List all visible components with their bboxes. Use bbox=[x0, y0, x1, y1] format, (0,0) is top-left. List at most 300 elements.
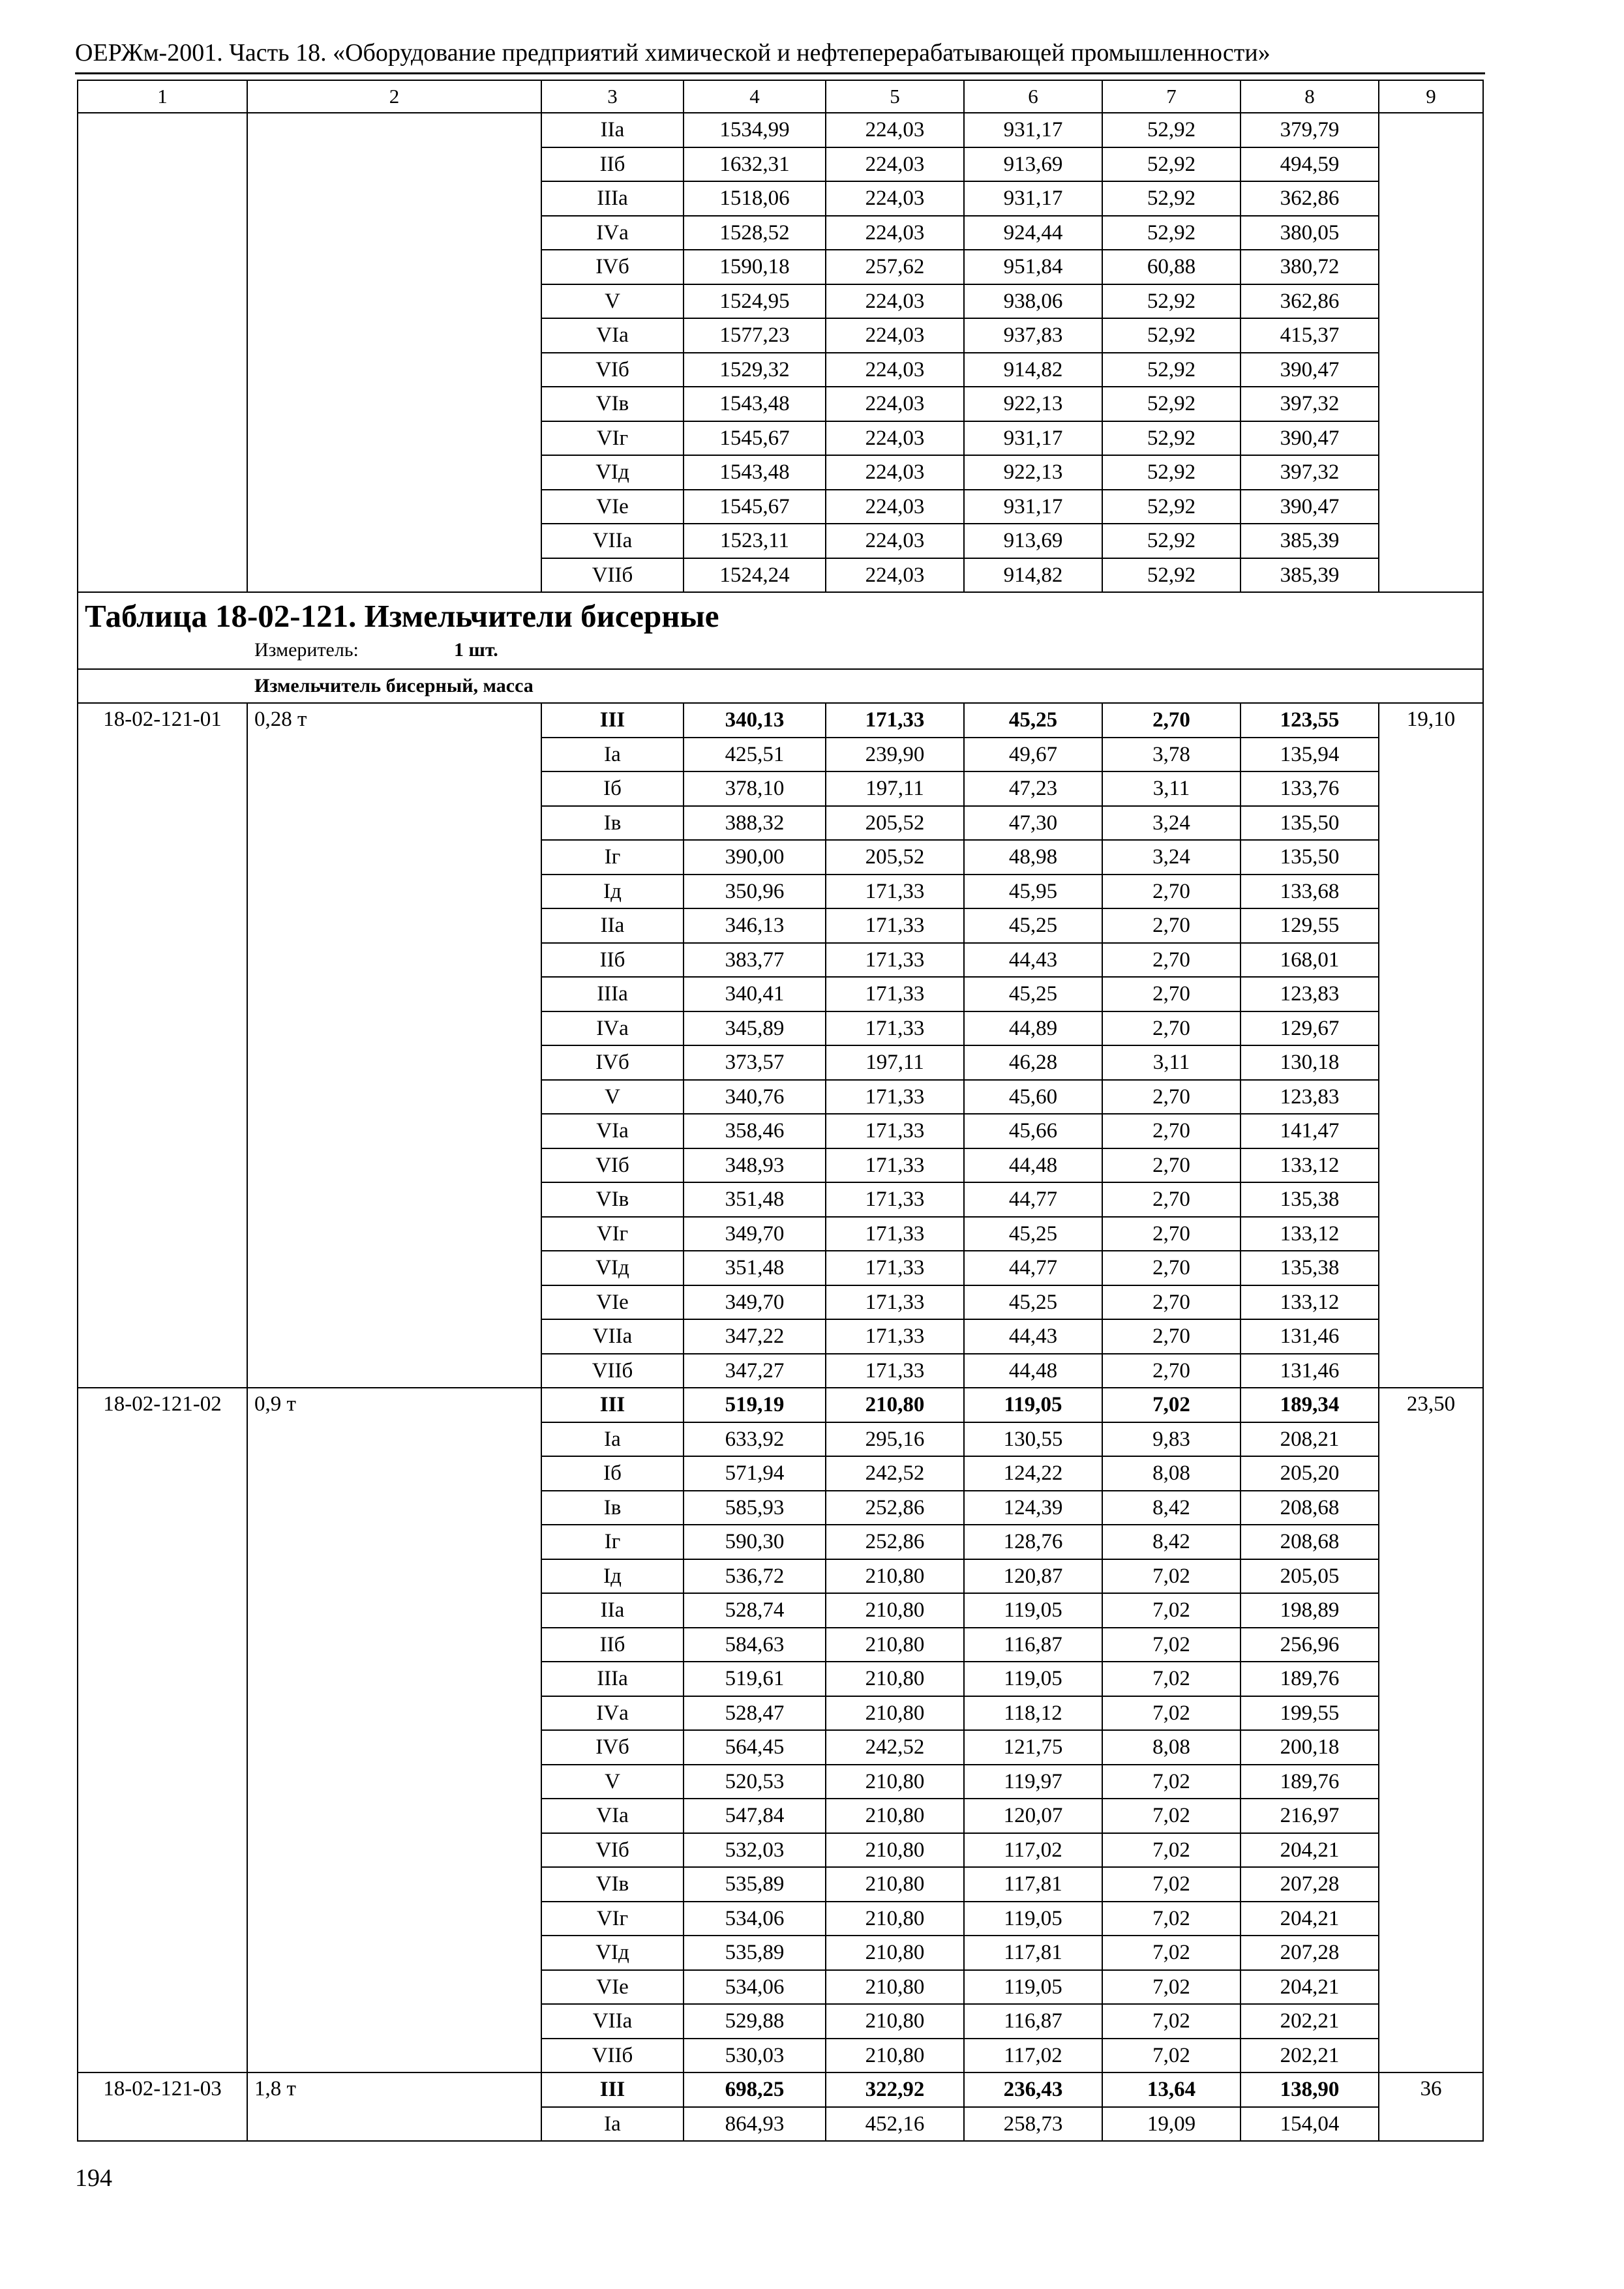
value-cell-c8: 133,76 bbox=[1241, 771, 1379, 806]
value-cell-c8: 133,12 bbox=[1241, 1148, 1379, 1183]
table-row bbox=[78, 113, 1483, 147]
value-cell-c5: 224,03 bbox=[826, 558, 964, 593]
level-cell: V bbox=[541, 1765, 684, 1799]
level-cell: IIб bbox=[541, 147, 684, 182]
value-cell-c5: 224,03 bbox=[826, 181, 964, 216]
value-cell-c7: 2,70 bbox=[1102, 1114, 1241, 1148]
value-cell-c4: 535,89 bbox=[684, 1936, 826, 1970]
value-cell-c8: 204,21 bbox=[1241, 1902, 1379, 1936]
value-cell-c5: 210,80 bbox=[826, 1833, 964, 1868]
value-cell-c5: 224,03 bbox=[826, 284, 964, 319]
value-cell-c5: 210,80 bbox=[826, 2039, 964, 2073]
value-cell-c4: 534,06 bbox=[684, 1902, 826, 1936]
value-cell-c7: 52,92 bbox=[1102, 147, 1241, 182]
value-cell-c8: 385,39 bbox=[1241, 558, 1379, 593]
value-cell-c8: 380,72 bbox=[1241, 250, 1379, 284]
value-cell-c4: 347,22 bbox=[684, 1319, 826, 1354]
level-cell: Iа bbox=[541, 1422, 684, 1457]
value-cell-c5: 295,16 bbox=[826, 1422, 964, 1457]
level-cell: VIг bbox=[541, 1902, 684, 1936]
level-cell: V bbox=[541, 1080, 684, 1115]
norm-cell: 23,50 bbox=[1379, 1388, 1483, 2072]
value-cell-c8: 202,21 bbox=[1241, 2004, 1379, 2039]
value-cell-c5: 210,80 bbox=[826, 1902, 964, 1936]
value-cell-c4: 547,84 bbox=[684, 1799, 826, 1833]
table-body bbox=[78, 80, 1483, 2141]
value-cell-c6: 116,87 bbox=[964, 2004, 1102, 2039]
value-cell-c7: 2,70 bbox=[1102, 1354, 1241, 1388]
value-cell-c5: 452,16 bbox=[826, 2107, 964, 2142]
value-cell-c5: 171,33 bbox=[826, 1182, 964, 1217]
value-cell-c5: 171,33 bbox=[826, 1319, 964, 1354]
value-cell-c7: 2,70 bbox=[1102, 1217, 1241, 1251]
value-cell-c6: 124,39 bbox=[964, 1491, 1102, 1525]
value-cell-c8: 129,67 bbox=[1241, 1011, 1379, 1046]
value-cell-c6: 938,06 bbox=[964, 284, 1102, 319]
code-cell: 18-02-121-02 bbox=[78, 1388, 247, 2072]
table-row bbox=[78, 703, 1483, 738]
value-cell-c7: 8,42 bbox=[1102, 1525, 1241, 1559]
value-cell-c5: 224,03 bbox=[826, 387, 964, 421]
value-cell-c6: 47,30 bbox=[964, 806, 1102, 841]
level-cell: VIв bbox=[541, 387, 684, 421]
value-cell-c6: 44,48 bbox=[964, 1148, 1102, 1183]
value-cell-c8: 135,94 bbox=[1241, 738, 1379, 772]
value-cell-c4: 358,46 bbox=[684, 1114, 826, 1148]
value-cell-c8: 397,32 bbox=[1241, 387, 1379, 421]
value-cell-c6: 913,69 bbox=[964, 147, 1102, 182]
value-cell-c6: 44,48 bbox=[964, 1354, 1102, 1388]
value-cell-c7: 52,92 bbox=[1102, 558, 1241, 593]
norm-cell: 36 bbox=[1379, 2072, 1483, 2141]
value-cell-c5: 210,80 bbox=[826, 1936, 964, 1970]
value-cell-c6: 45,25 bbox=[964, 1285, 1102, 1320]
level-cell: IVа bbox=[541, 1696, 684, 1731]
value-cell-c6: 119,05 bbox=[964, 1662, 1102, 1696]
level-cell: VIа bbox=[541, 1114, 684, 1148]
value-cell-c6: 45,25 bbox=[964, 908, 1102, 943]
value-cell-c7: 13,64 bbox=[1102, 2072, 1241, 2107]
name-cell: 0,28 т bbox=[247, 703, 541, 1388]
table-row bbox=[78, 1388, 1483, 1422]
column-number-row bbox=[78, 80, 1483, 113]
value-cell-c6: 117,81 bbox=[964, 1936, 1102, 1970]
level-cell: Iа bbox=[541, 2107, 684, 2142]
value-cell-c5: 171,33 bbox=[826, 1011, 964, 1046]
value-cell-c5: 210,80 bbox=[826, 1867, 964, 1902]
level-cell: VIд bbox=[541, 455, 684, 490]
value-cell-c5: 252,86 bbox=[826, 1491, 964, 1525]
value-cell-c7: 52,92 bbox=[1102, 353, 1241, 387]
value-cell-c6: 49,67 bbox=[964, 738, 1102, 772]
value-cell-c8: 494,59 bbox=[1241, 147, 1379, 182]
level-cell: VIе bbox=[541, 490, 684, 524]
value-cell-c5: 205,52 bbox=[826, 806, 964, 841]
value-cell-c4: 349,70 bbox=[684, 1285, 826, 1320]
value-cell-c8: 204,21 bbox=[1241, 1833, 1379, 1868]
value-cell-c8: 390,47 bbox=[1241, 490, 1379, 524]
value-cell-c7: 52,92 bbox=[1102, 490, 1241, 524]
value-cell-c8: 208,21 bbox=[1241, 1422, 1379, 1457]
value-cell-c7: 52,92 bbox=[1102, 524, 1241, 558]
value-cell-c7: 2,70 bbox=[1102, 908, 1241, 943]
value-cell-c4: 590,30 bbox=[684, 1525, 826, 1559]
value-cell-c5: 171,33 bbox=[826, 943, 964, 978]
value-cell-c7: 3,11 bbox=[1102, 771, 1241, 806]
value-cell-c6: 44,77 bbox=[964, 1182, 1102, 1217]
value-cell-c4: 584,63 bbox=[684, 1628, 826, 1662]
value-cell-c6: 117,02 bbox=[964, 2039, 1102, 2073]
level-cell: Iб bbox=[541, 771, 684, 806]
value-cell-c6: 119,05 bbox=[964, 1970, 1102, 2005]
level-cell: IVб bbox=[541, 1045, 684, 1080]
value-cell-c7: 3,11 bbox=[1102, 1045, 1241, 1080]
value-cell-c7: 7,02 bbox=[1102, 1628, 1241, 1662]
value-cell-c4: 1545,67 bbox=[684, 421, 826, 456]
value-cell-c4: 345,89 bbox=[684, 1011, 826, 1046]
column-number: 7 bbox=[1102, 80, 1241, 113]
value-cell-c8: 362,86 bbox=[1241, 284, 1379, 319]
value-cell-c8: 141,47 bbox=[1241, 1114, 1379, 1148]
level-cell: IVб bbox=[541, 250, 684, 284]
value-cell-c7: 7,02 bbox=[1102, 1902, 1241, 1936]
value-cell-c8: 208,68 bbox=[1241, 1525, 1379, 1559]
value-cell-c4: 698,25 bbox=[684, 2072, 826, 2107]
value-cell-c6: 45,66 bbox=[964, 1114, 1102, 1148]
value-cell-c7: 60,88 bbox=[1102, 250, 1241, 284]
value-cell-c7: 52,92 bbox=[1102, 216, 1241, 250]
value-cell-c7: 2,70 bbox=[1102, 1285, 1241, 1320]
table-row bbox=[78, 2072, 1483, 2107]
value-cell-c5: 242,52 bbox=[826, 1456, 964, 1491]
value-cell-c6: 48,98 bbox=[964, 840, 1102, 875]
unit-value: 1 шт. bbox=[454, 639, 498, 661]
value-cell-c5: 210,80 bbox=[826, 2004, 964, 2039]
value-cell-c5: 171,33 bbox=[826, 1217, 964, 1251]
value-cell-c7: 7,02 bbox=[1102, 1970, 1241, 2005]
value-cell-c7: 3,24 bbox=[1102, 840, 1241, 875]
value-cell-c8: 199,55 bbox=[1241, 1696, 1379, 1731]
value-cell-c8: 154,04 bbox=[1241, 2107, 1379, 2142]
value-cell-c7: 52,92 bbox=[1102, 113, 1241, 147]
unit-label: Измеритель: bbox=[254, 639, 359, 661]
level-cell: IIIа bbox=[541, 977, 684, 1011]
value-cell-c7: 2,70 bbox=[1102, 703, 1241, 738]
value-cell-c7: 7,02 bbox=[1102, 1696, 1241, 1731]
value-cell-c8: 208,68 bbox=[1241, 1491, 1379, 1525]
level-cell: VIб bbox=[541, 1148, 684, 1183]
value-cell-c7: 3,24 bbox=[1102, 806, 1241, 841]
value-cell-c7: 7,02 bbox=[1102, 2039, 1241, 2073]
value-cell-c8: 131,46 bbox=[1241, 1319, 1379, 1354]
value-cell-c6: 47,23 bbox=[964, 771, 1102, 806]
value-cell-c4: 340,41 bbox=[684, 977, 826, 1011]
value-cell-c7: 8,08 bbox=[1102, 1456, 1241, 1491]
value-cell-c4: 350,96 bbox=[684, 875, 826, 909]
value-cell-c6: 44,43 bbox=[964, 943, 1102, 978]
level-cell: VIд bbox=[541, 1251, 684, 1285]
value-cell-c5: 171,33 bbox=[826, 1148, 964, 1183]
level-cell: Iг bbox=[541, 840, 684, 875]
value-cell-c8: 200,18 bbox=[1241, 1730, 1379, 1765]
column-number: 2 bbox=[247, 80, 541, 113]
value-cell-c6: 45,95 bbox=[964, 875, 1102, 909]
column-number: 5 bbox=[826, 80, 964, 113]
value-cell-c5: 171,33 bbox=[826, 875, 964, 909]
value-cell-c8: 207,28 bbox=[1241, 1936, 1379, 1970]
code-cell bbox=[78, 113, 247, 592]
value-cell-c7: 7,02 bbox=[1102, 1593, 1241, 1628]
unit-line bbox=[78, 636, 1482, 668]
value-cell-c4: 564,45 bbox=[684, 1730, 826, 1765]
value-cell-c7: 52,92 bbox=[1102, 181, 1241, 216]
value-cell-c8: 123,83 bbox=[1241, 977, 1379, 1011]
value-cell-c5: 224,03 bbox=[826, 113, 964, 147]
column-number: 3 bbox=[541, 80, 684, 113]
value-cell-c6: 931,17 bbox=[964, 490, 1102, 524]
value-cell-c8: 168,01 bbox=[1241, 943, 1379, 978]
level-cell: VIа bbox=[541, 318, 684, 353]
value-cell-c4: 528,47 bbox=[684, 1696, 826, 1731]
level-cell: Iг bbox=[541, 1525, 684, 1559]
value-cell-c5: 171,33 bbox=[826, 977, 964, 1011]
level-cell: VIб bbox=[541, 1833, 684, 1868]
value-cell-c6: 120,07 bbox=[964, 1799, 1102, 1833]
value-cell-c6: 128,76 bbox=[964, 1525, 1102, 1559]
value-cell-c8: 390,47 bbox=[1241, 353, 1379, 387]
value-cell-c8: 138,90 bbox=[1241, 2072, 1379, 2107]
value-cell-c5: 171,33 bbox=[826, 1114, 964, 1148]
value-cell-c6: 119,05 bbox=[964, 1902, 1102, 1936]
value-cell-c8: 207,28 bbox=[1241, 1867, 1379, 1902]
value-cell-c6: 914,82 bbox=[964, 558, 1102, 593]
value-cell-c8: 380,05 bbox=[1241, 216, 1379, 250]
value-cell-c8: 189,34 bbox=[1241, 1388, 1379, 1422]
value-cell-c6: 44,43 bbox=[964, 1319, 1102, 1354]
value-cell-c6: 924,44 bbox=[964, 216, 1102, 250]
value-cell-c6: 130,55 bbox=[964, 1422, 1102, 1457]
value-cell-c5: 224,03 bbox=[826, 421, 964, 456]
level-cell: IIа bbox=[541, 1593, 684, 1628]
value-cell-c7: 2,70 bbox=[1102, 1319, 1241, 1354]
value-cell-c5: 171,33 bbox=[826, 1251, 964, 1285]
value-cell-c6: 116,87 bbox=[964, 1628, 1102, 1662]
value-cell-c8: 205,05 bbox=[1241, 1559, 1379, 1594]
value-cell-c7: 52,92 bbox=[1102, 455, 1241, 490]
value-cell-c4: 1545,67 bbox=[684, 490, 826, 524]
value-cell-c6: 45,25 bbox=[964, 703, 1102, 738]
value-cell-c4: 340,76 bbox=[684, 1080, 826, 1115]
value-cell-c7: 9,83 bbox=[1102, 1422, 1241, 1457]
level-cell: III bbox=[541, 703, 684, 738]
value-cell-c6: 236,43 bbox=[964, 2072, 1102, 2107]
value-cell-c7: 7,02 bbox=[1102, 1936, 1241, 1970]
value-cell-c4: 1528,52 bbox=[684, 216, 826, 250]
value-cell-c4: 1529,32 bbox=[684, 353, 826, 387]
value-cell-c4: 373,57 bbox=[684, 1045, 826, 1080]
value-cell-c4: 1523,11 bbox=[684, 524, 826, 558]
value-cell-c4: 1518,06 bbox=[684, 181, 826, 216]
value-cell-c7: 52,92 bbox=[1102, 284, 1241, 319]
rates-table bbox=[77, 80, 1484, 2142]
value-cell-c4: 347,27 bbox=[684, 1354, 826, 1388]
value-cell-c5: 210,80 bbox=[826, 1593, 964, 1628]
value-cell-c7: 8,42 bbox=[1102, 1491, 1241, 1525]
value-cell-c4: 529,88 bbox=[684, 2004, 826, 2039]
level-cell: Iв bbox=[541, 1491, 684, 1525]
level-cell: V bbox=[541, 284, 684, 319]
value-cell-c7: 52,92 bbox=[1102, 387, 1241, 421]
value-cell-c6: 922,13 bbox=[964, 455, 1102, 490]
value-cell-c7: 7,02 bbox=[1102, 1388, 1241, 1422]
level-cell: VIIа bbox=[541, 1319, 684, 1354]
value-cell-c4: 1590,18 bbox=[684, 250, 826, 284]
value-cell-c5: 197,11 bbox=[826, 771, 964, 806]
value-cell-c4: 1534,99 bbox=[684, 113, 826, 147]
value-cell-c8: 133,12 bbox=[1241, 1217, 1379, 1251]
level-cell: VIб bbox=[541, 353, 684, 387]
value-cell-c7: 2,70 bbox=[1102, 1182, 1241, 1217]
value-cell-c6: 258,73 bbox=[964, 2107, 1102, 2142]
value-cell-c7: 8,08 bbox=[1102, 1730, 1241, 1765]
value-cell-c6: 45,60 bbox=[964, 1080, 1102, 1115]
value-cell-c8: 415,37 bbox=[1241, 318, 1379, 353]
norm-cell bbox=[1379, 113, 1483, 592]
value-cell-c4: 340,13 bbox=[684, 703, 826, 738]
level-cell: IVа bbox=[541, 216, 684, 250]
value-cell-c7: 7,02 bbox=[1102, 1662, 1241, 1696]
value-cell-c5: 210,80 bbox=[826, 1970, 964, 2005]
column-number: 6 bbox=[964, 80, 1102, 113]
value-cell-c6: 119,05 bbox=[964, 1593, 1102, 1628]
value-cell-c7: 7,02 bbox=[1102, 1559, 1241, 1594]
level-cell: IIа bbox=[541, 908, 684, 943]
value-cell-c5: 242,52 bbox=[826, 1730, 964, 1765]
column-number: 1 bbox=[78, 80, 247, 113]
code-cell: 18-02-121-03 bbox=[78, 2072, 247, 2141]
value-cell-c7: 2,70 bbox=[1102, 1080, 1241, 1115]
name-cell bbox=[247, 113, 541, 592]
value-cell-c8: 390,47 bbox=[1241, 421, 1379, 456]
value-cell-c6: 45,25 bbox=[964, 1217, 1102, 1251]
value-cell-c8: 189,76 bbox=[1241, 1662, 1379, 1696]
value-cell-c7: 52,92 bbox=[1102, 318, 1241, 353]
level-cell: IIб bbox=[541, 943, 684, 978]
value-cell-c5: 224,03 bbox=[826, 490, 964, 524]
value-cell-c5: 224,03 bbox=[826, 147, 964, 182]
value-cell-c6: 119,05 bbox=[964, 1388, 1102, 1422]
value-cell-c5: 224,03 bbox=[826, 318, 964, 353]
level-cell: VIIб bbox=[541, 2039, 684, 2073]
value-cell-c4: 864,93 bbox=[684, 2107, 826, 2142]
value-cell-c4: 519,61 bbox=[684, 1662, 826, 1696]
value-cell-c4: 383,77 bbox=[684, 943, 826, 978]
subheading-row bbox=[78, 669, 1483, 703]
value-cell-c5: 197,11 bbox=[826, 1045, 964, 1080]
value-cell-c4: 1632,31 bbox=[684, 147, 826, 182]
value-cell-c4: 1543,48 bbox=[684, 387, 826, 421]
value-cell-c5: 224,03 bbox=[826, 353, 964, 387]
level-cell: Iа bbox=[541, 738, 684, 772]
code-cell: 18-02-121-01 bbox=[78, 703, 247, 1388]
value-cell-c4: 535,89 bbox=[684, 1867, 826, 1902]
value-cell-c5: 210,80 bbox=[826, 1696, 964, 1731]
name-cell: 1,8 т bbox=[247, 2072, 541, 2141]
value-cell-c4: 349,70 bbox=[684, 1217, 826, 1251]
value-cell-c5: 257,62 bbox=[826, 250, 964, 284]
value-cell-c7: 7,02 bbox=[1102, 1867, 1241, 1902]
level-cell: III bbox=[541, 2072, 684, 2107]
value-cell-c4: 528,74 bbox=[684, 1593, 826, 1628]
level-cell: VIг bbox=[541, 421, 684, 456]
norm-cell: 19,10 bbox=[1379, 703, 1483, 1388]
value-cell-c5: 210,80 bbox=[826, 1628, 964, 1662]
value-cell-c8: 123,83 bbox=[1241, 1080, 1379, 1115]
value-cell-c4: 351,48 bbox=[684, 1182, 826, 1217]
level-cell: VIв bbox=[541, 1182, 684, 1217]
value-cell-c4: 348,93 bbox=[684, 1148, 826, 1183]
level-cell: VIв bbox=[541, 1867, 684, 1902]
section-header-row bbox=[78, 592, 1483, 669]
value-cell-c5: 322,92 bbox=[826, 2072, 964, 2107]
value-cell-c6: 117,81 bbox=[964, 1867, 1102, 1902]
value-cell-c7: 3,78 bbox=[1102, 738, 1241, 772]
value-cell-c8: 385,39 bbox=[1241, 524, 1379, 558]
column-number: 4 bbox=[684, 80, 826, 113]
value-cell-c4: 530,03 bbox=[684, 2039, 826, 2073]
value-cell-c5: 224,03 bbox=[826, 455, 964, 490]
column-number: 9 bbox=[1379, 80, 1483, 113]
value-cell-c5: 171,33 bbox=[826, 1285, 964, 1320]
value-cell-c6: 45,25 bbox=[964, 977, 1102, 1011]
value-cell-c4: 378,10 bbox=[684, 771, 826, 806]
subheading: Измельчитель бисерный, масса bbox=[78, 669, 1483, 703]
value-cell-c8: 362,86 bbox=[1241, 181, 1379, 216]
value-cell-c4: 532,03 bbox=[684, 1833, 826, 1868]
value-cell-c8: 216,97 bbox=[1241, 1799, 1379, 1833]
level-cell: III bbox=[541, 1388, 684, 1422]
value-cell-c6: 120,87 bbox=[964, 1559, 1102, 1594]
value-cell-c6: 124,22 bbox=[964, 1456, 1102, 1491]
level-cell: VIг bbox=[541, 1217, 684, 1251]
level-cell: IIа bbox=[541, 113, 684, 147]
value-cell-c5: 171,33 bbox=[826, 1080, 964, 1115]
value-cell-c8: 189,76 bbox=[1241, 1765, 1379, 1799]
value-cell-c6: 931,17 bbox=[964, 113, 1102, 147]
value-cell-c6: 119,97 bbox=[964, 1765, 1102, 1799]
value-cell-c6: 931,17 bbox=[964, 421, 1102, 456]
level-cell: Iб bbox=[541, 1456, 684, 1491]
value-cell-c4: 388,32 bbox=[684, 806, 826, 841]
value-cell-c6: 44,89 bbox=[964, 1011, 1102, 1046]
level-cell: IIб bbox=[541, 1628, 684, 1662]
value-cell-c6: 121,75 bbox=[964, 1730, 1102, 1765]
value-cell-c7: 2,70 bbox=[1102, 1011, 1241, 1046]
value-cell-c4: 1543,48 bbox=[684, 455, 826, 490]
level-cell: VIе bbox=[541, 1970, 684, 2005]
level-cell: Iв bbox=[541, 806, 684, 841]
value-cell-c5: 210,80 bbox=[826, 1559, 964, 1594]
value-cell-c8: 129,55 bbox=[1241, 908, 1379, 943]
value-cell-c5: 210,80 bbox=[826, 1765, 964, 1799]
value-cell-c4: 390,00 bbox=[684, 840, 826, 875]
value-cell-c4: 585,93 bbox=[684, 1491, 826, 1525]
value-cell-c4: 1524,24 bbox=[684, 558, 826, 593]
value-cell-c4: 536,72 bbox=[684, 1559, 826, 1594]
value-cell-c4: 351,48 bbox=[684, 1251, 826, 1285]
value-cell-c7: 19,09 bbox=[1102, 2107, 1241, 2142]
level-cell: IVб bbox=[541, 1730, 684, 1765]
